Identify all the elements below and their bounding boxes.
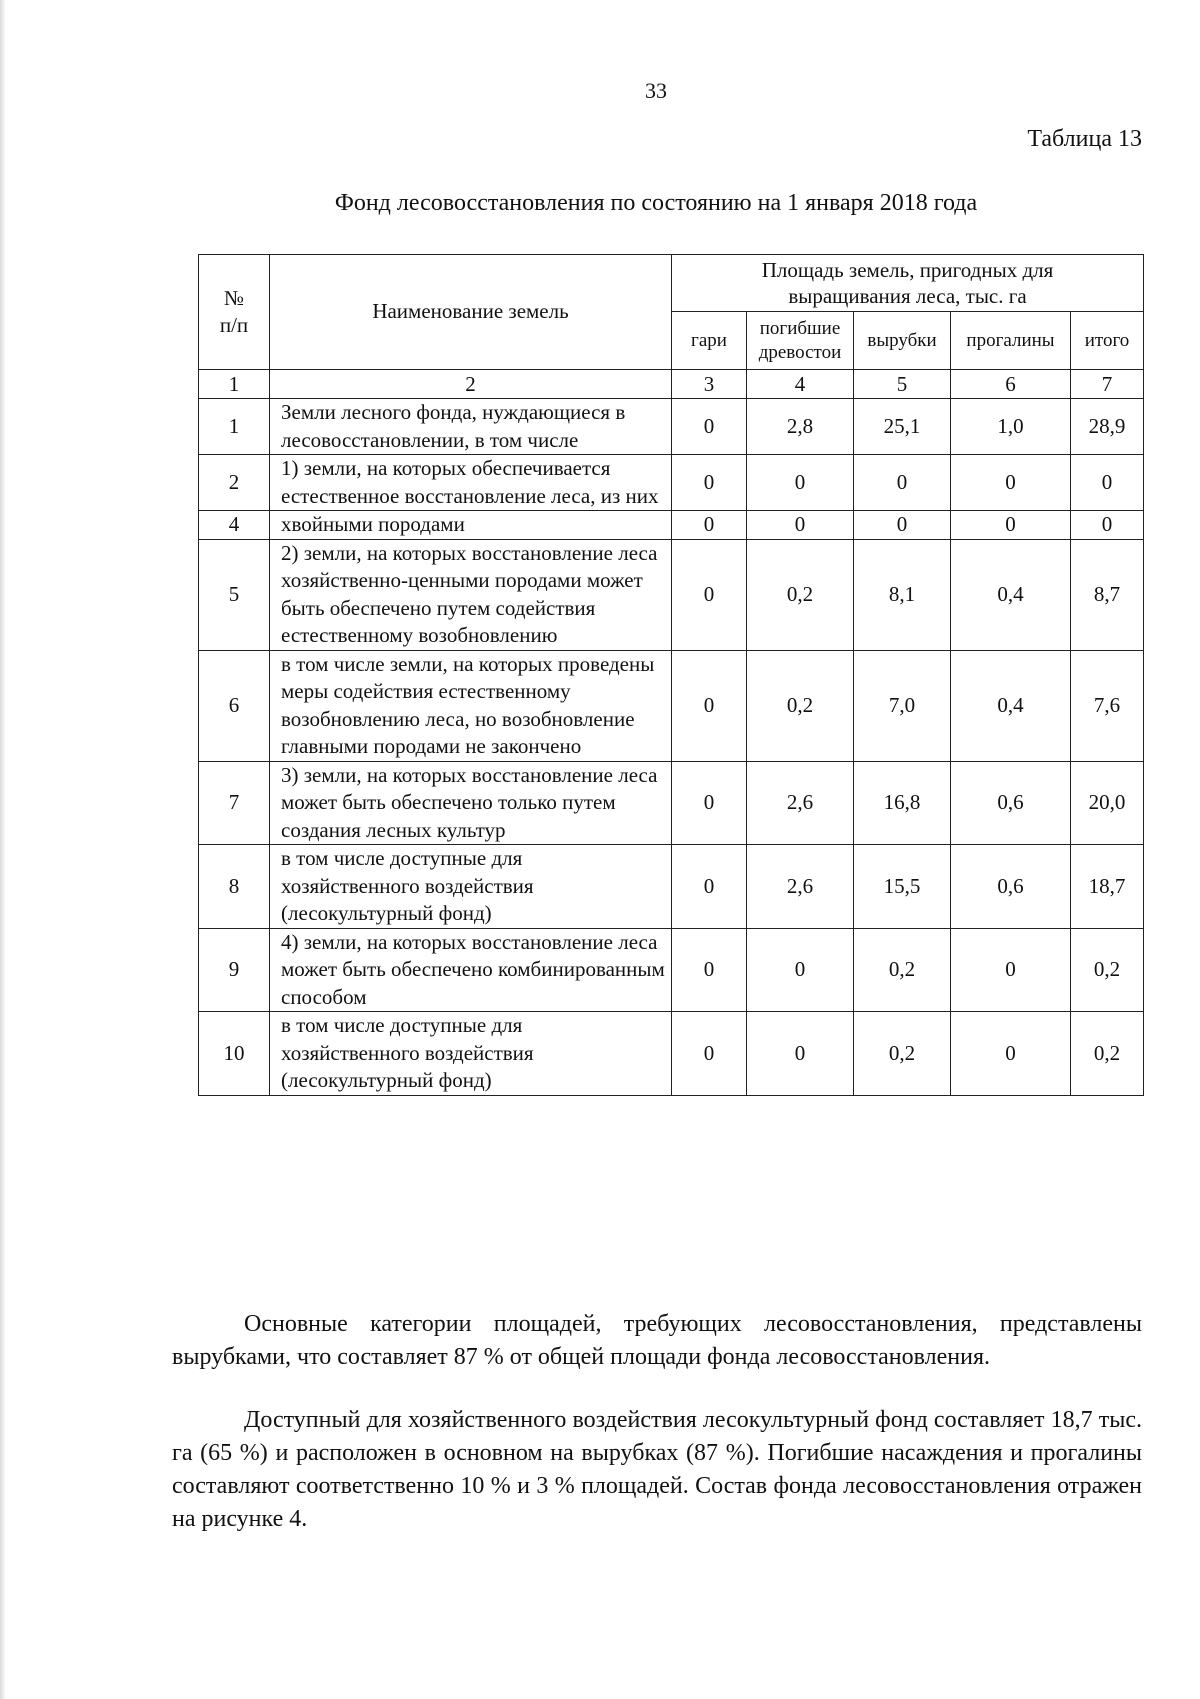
area-value: 0: [672, 761, 747, 845]
land-category-name: 4) земли, на которых восстановление леса может быть обеспечено комбинированным способом: [270, 928, 672, 1012]
area-value: 0,2: [854, 928, 951, 1012]
area-value: 8,7: [1071, 539, 1144, 650]
table-row: [199, 399, 1144, 455]
land-category-name: Земли лесного фонда, нуждающиеся в лесовосстановлении, в том числе: [270, 399, 672, 455]
area-value: 28,9: [1071, 399, 1144, 455]
column-number: 2: [270, 370, 672, 399]
land-category-name: 2) земли, на которых восстановление леса хозяйственно-ценными породами может быть обеспечено путем содействия естественному возобновлению: [270, 539, 672, 650]
land-category-name: в том числе земли, на которых проведены меры содействия естественному возобновлению леса, но возобновление главными породами не закончено: [270, 650, 672, 761]
table-label: Таблица 13: [1027, 126, 1142, 152]
land-category-name: в том числе доступные для хозяйственного воздействия (лесокультурный фонд): [270, 845, 672, 929]
area-value: 0: [1071, 455, 1144, 511]
area-value: 18,7: [1071, 845, 1144, 929]
header-name: Наименование земель: [270, 255, 672, 370]
area-value: 0: [672, 1012, 747, 1096]
area-value: 7,0: [854, 650, 951, 761]
row-number: 2: [199, 455, 270, 511]
header-sub-4: итого: [1071, 312, 1144, 370]
column-numbers-row: [199, 370, 1144, 399]
area-value: 0: [672, 650, 747, 761]
table-row: [199, 650, 1144, 761]
area-value: 0: [747, 511, 854, 540]
column-number: 7: [1071, 370, 1144, 399]
column-number: 1: [199, 370, 270, 399]
area-value: 0: [951, 928, 1071, 1012]
area-value: 0,4: [951, 650, 1071, 761]
area-value: 0: [672, 539, 747, 650]
land-category-name: 1) земли, на которых обеспечивается естественное восстановление леса, из них: [270, 455, 672, 511]
header-sub-0: гари: [672, 312, 747, 370]
area-value: 0,2: [1071, 1012, 1144, 1096]
paragraph-available-fund: Доступный для хозяйственного воздействия лесокультурный фонд составляет 18,7 тыс. га (65 %) и расположен в основном на вырубках (87 %). Погибшие насаждения и прогалины составляют соответственно 10 % и 3 % площадей. Состав фонда лесовосстановления отражен на рисунке 4.: [172, 1407, 1142, 1532]
row-number: 7: [199, 761, 270, 845]
area-value: 0,2: [1071, 928, 1144, 1012]
area-value: 16,8: [854, 761, 951, 845]
table-row: [199, 511, 1144, 540]
scan-page-edge: [0, 0, 6, 1699]
area-value: 0: [951, 455, 1071, 511]
table-row: [199, 455, 1144, 511]
row-number: 10: [199, 1012, 270, 1096]
table-row: [199, 761, 1144, 845]
area-value: 2,6: [747, 845, 854, 929]
table-body: [199, 370, 1144, 1096]
row-number: 8: [199, 845, 270, 929]
area-value: 0: [672, 928, 747, 1012]
area-value: 0: [672, 511, 747, 540]
land-category-name: хвойными породами: [270, 511, 672, 540]
column-number: 6: [951, 370, 1071, 399]
header-sub-3: прогалины: [951, 312, 1071, 370]
header-group: Площадь земель, пригодных для выращивания леса, тыс. га: [672, 255, 1144, 312]
header-sub-1: погибшие древостои: [747, 312, 854, 370]
area-value: 0,2: [747, 539, 854, 650]
area-value: 2,8: [747, 399, 854, 455]
column-number: 4: [747, 370, 854, 399]
area-value: 0: [747, 1012, 854, 1096]
area-value: 0: [854, 511, 951, 540]
area-value: 1,0: [951, 399, 1071, 455]
row-number: 6: [199, 650, 270, 761]
paragraph-main-categories: Основные категории площадей, требующих лесовосстановления, представлены вырубками, что составляет 87 % от общей площади фонда лесовосстановления.: [172, 1311, 1142, 1370]
area-value: 15,5: [854, 845, 951, 929]
table-row: [199, 845, 1144, 929]
area-value: 0: [672, 399, 747, 455]
area-value: 0,6: [951, 845, 1071, 929]
area-value: 20,0: [1071, 761, 1144, 845]
area-value: 0: [951, 511, 1071, 540]
area-value: 7,6: [1071, 650, 1144, 761]
area-value: 25,1: [854, 399, 951, 455]
area-value: 0: [854, 455, 951, 511]
area-value: 8,1: [854, 539, 951, 650]
area-value: 0: [672, 455, 747, 511]
header-sub-2: вырубки: [854, 312, 951, 370]
area-value: 0: [951, 1012, 1071, 1096]
column-number: 5: [854, 370, 951, 399]
land-category-name: в том числе доступные для хозяйственного воздействия (лесокультурный фонд): [270, 1012, 672, 1096]
header-num: № п/п: [199, 255, 270, 370]
column-number: 3: [672, 370, 747, 399]
area-value: 0: [672, 845, 747, 929]
row-number: 1: [199, 399, 270, 455]
land-category-name: 3) земли, на которых восстановление леса может быть обеспечено только путем создания лесных культур: [270, 761, 672, 845]
area-value: 2,6: [747, 761, 854, 845]
row-number: 4: [199, 511, 270, 540]
row-number: 5: [199, 539, 270, 650]
table-row: [199, 539, 1144, 650]
area-value: 0,2: [747, 650, 854, 761]
row-number: 9: [199, 928, 270, 1012]
area-value: 0,2: [854, 1012, 951, 1096]
table-row: [199, 928, 1144, 1012]
area-value: 0,4: [951, 539, 1071, 650]
area-value: 0: [1071, 511, 1144, 540]
area-value: 0,6: [951, 761, 1071, 845]
area-value: 0: [747, 928, 854, 1012]
area-value: 0: [747, 455, 854, 511]
table-row: [199, 1012, 1144, 1096]
forest-restoration-table: [198, 254, 1144, 1096]
table-title: Фонд лесовосстановления по состоянию на 1 января 2018 года: [334, 190, 978, 216]
page-number: 33: [645, 78, 667, 103]
